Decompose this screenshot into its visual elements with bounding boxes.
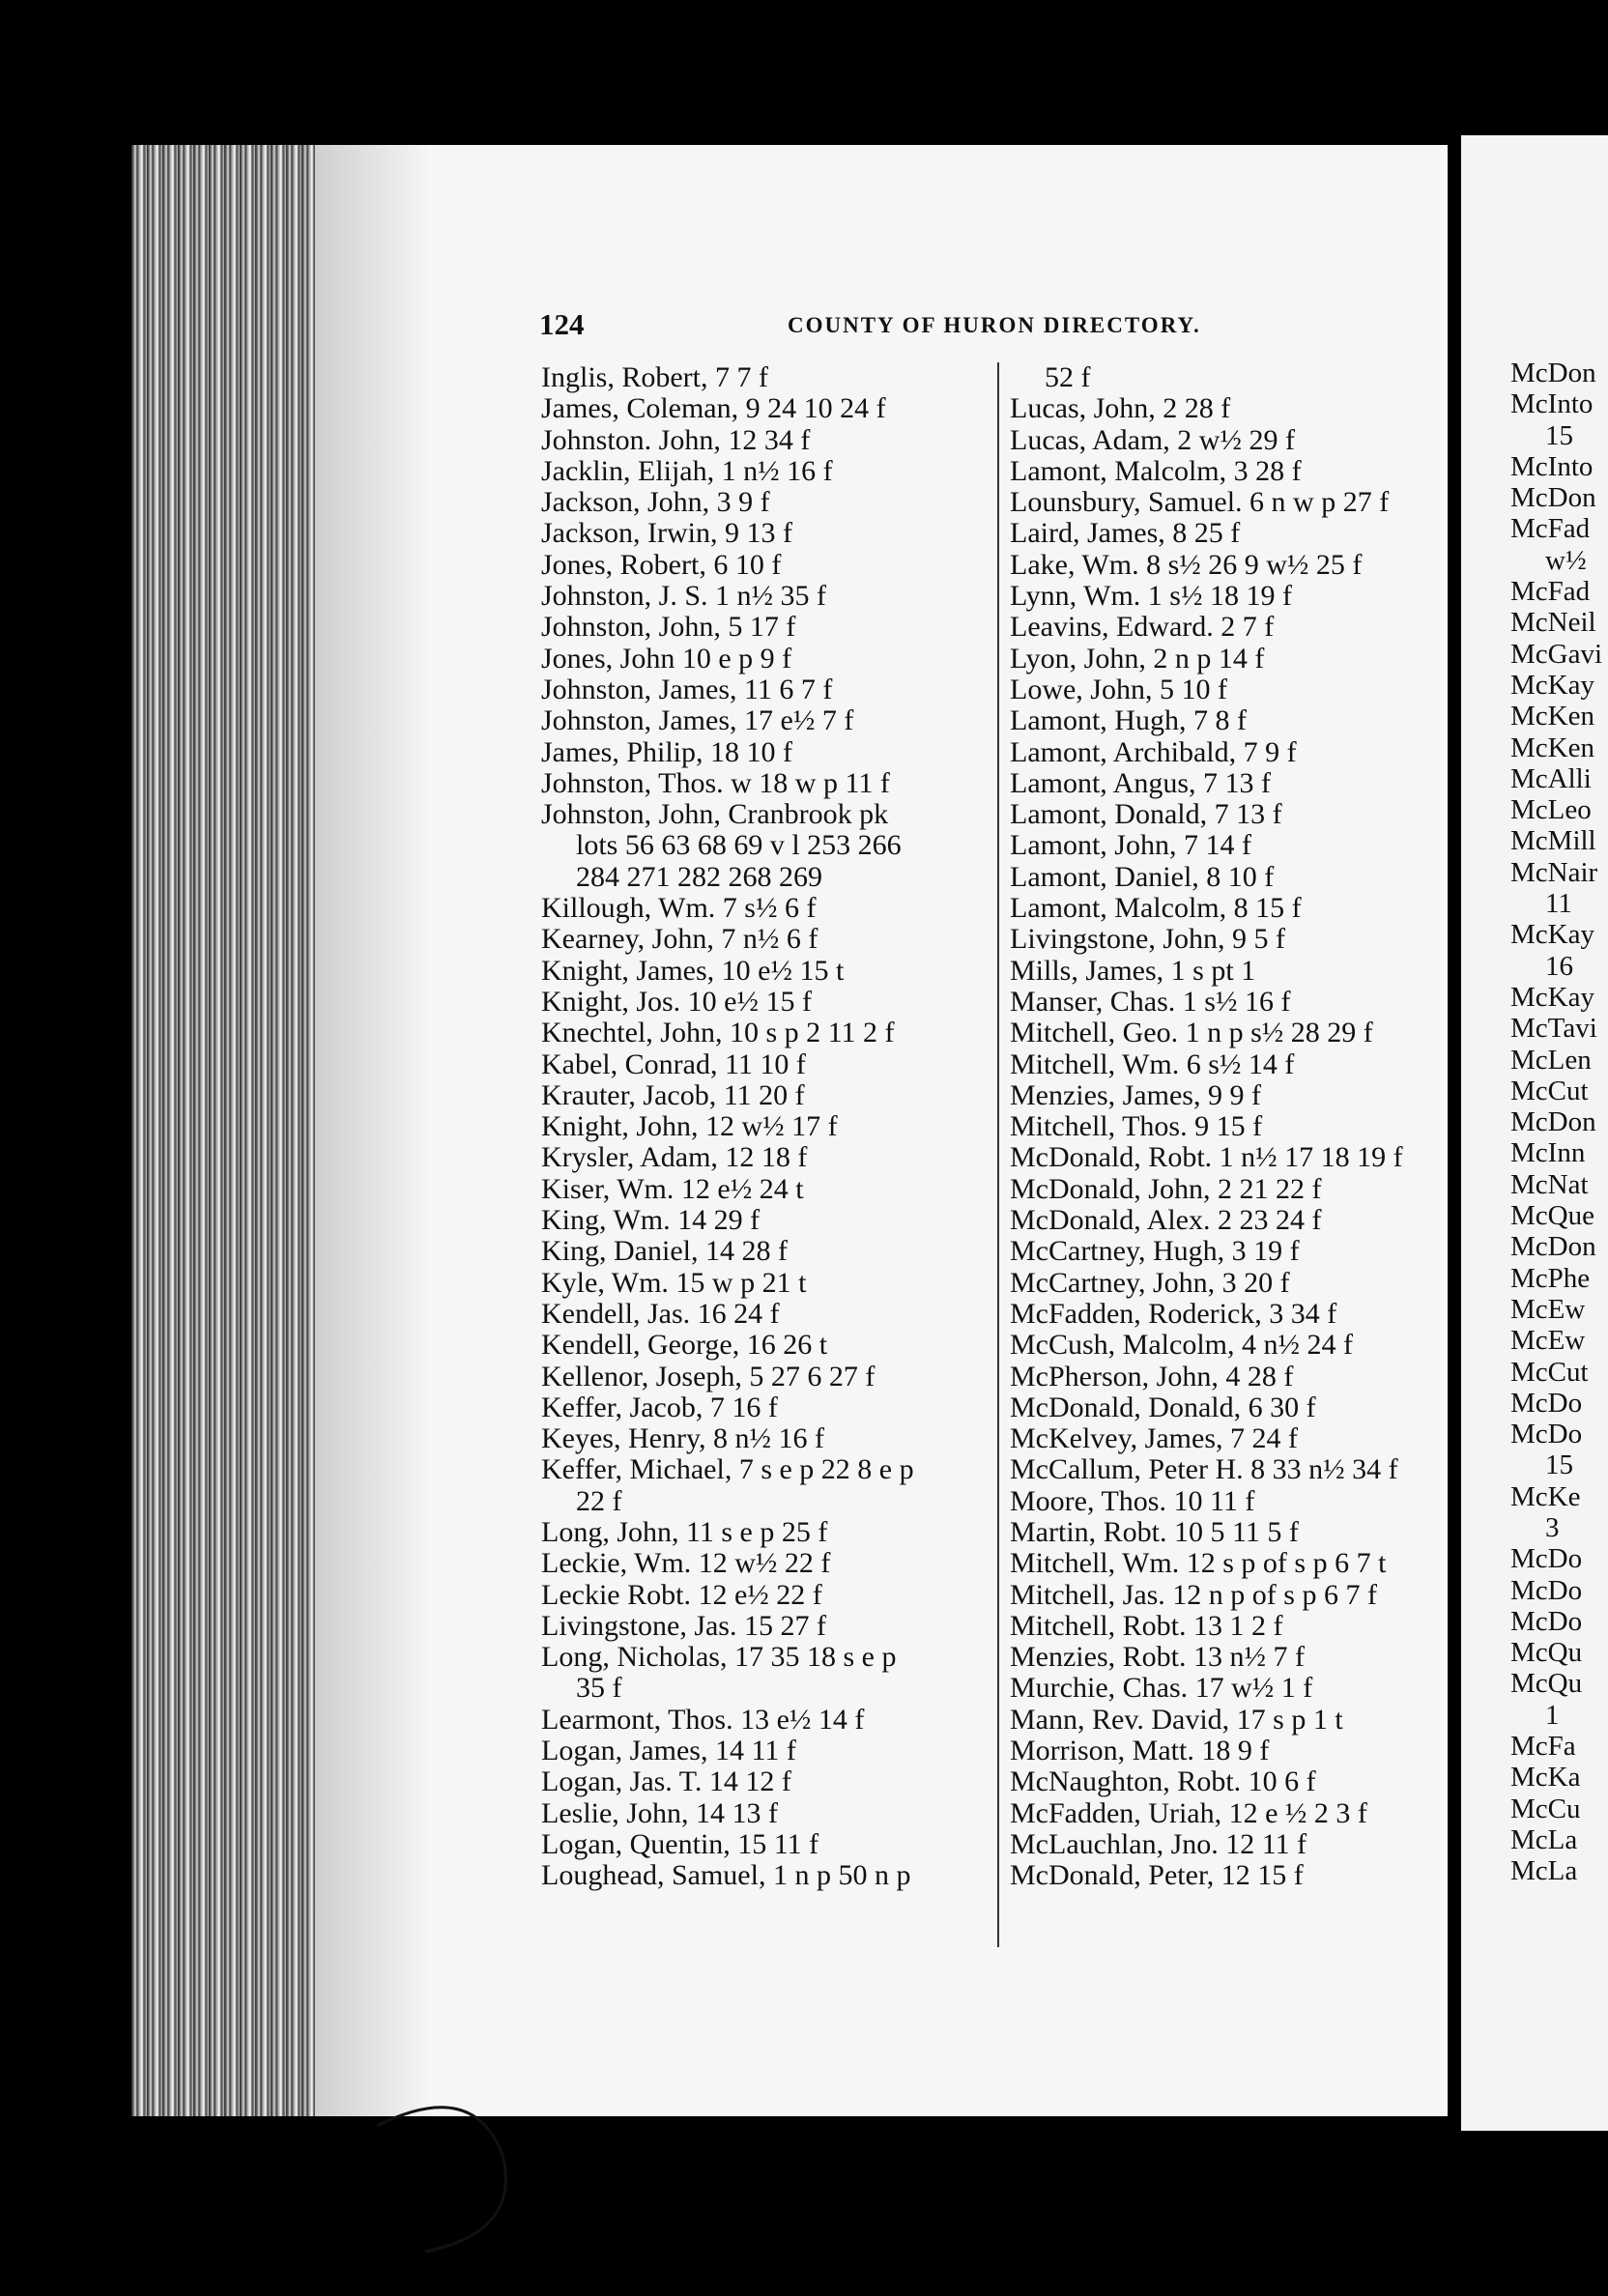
directory-entry: McDo	[1510, 1387, 1583, 1419]
directory-entry: Morrison, Matt. 18 9 f	[1010, 1735, 1270, 1767]
directory-entry: Leckie Robt. 12 e½ 22 f	[541, 1578, 822, 1611]
column-divider	[997, 362, 999, 1947]
directory-entry: Lyon, John, 2 n p 14 f	[1010, 642, 1265, 674]
directory-entry: McDo	[1510, 1543, 1583, 1575]
directory-entry: lots 56 63 68 69 v l 253 266	[576, 829, 902, 862]
directory-entry: Lamont, Angus, 7 13 f	[1010, 766, 1271, 799]
directory-entry: Jackson, Irwin, 9 13 f	[541, 517, 792, 550]
directory-entry: James, Philip, 18 10 f	[541, 735, 792, 768]
directory-entry: McPherson, John, 4 28 f	[1010, 1360, 1294, 1392]
directory-entry: McCartney, Hugh, 3 19 f	[1010, 1235, 1300, 1268]
directory-entry: McFadden, Roderick, 3 34 f	[1010, 1297, 1337, 1330]
directory-entry: 16	[1545, 950, 1573, 982]
directory-entry: Mitchell, Wm. 12 s p of s p 6 7 t	[1010, 1547, 1387, 1580]
directory-entry: Learmont, Thos. 13 e½ 14 f	[541, 1703, 865, 1736]
directory-entry: Knight, John, 12 w½ 17 f	[541, 1110, 838, 1143]
directory-entry: Jones, Robert, 6 10 f	[541, 548, 782, 581]
directory-entry: Johnston, Thos. w 18 w p 11 f	[541, 766, 890, 799]
directory-entry: Lamont, Malcolm, 3 28 f	[1010, 454, 1302, 487]
directory-entry: McLauchlan, Jno. 12 11 f	[1010, 1827, 1307, 1860]
directory-entry: Johnston, James, 11 6 7 f	[541, 673, 833, 705]
directory-entry: McDo	[1510, 1419, 1583, 1450]
directory-entry: McInn	[1510, 1137, 1586, 1169]
directory-entry: Lowe, John, 5 10 f	[1010, 673, 1227, 705]
directory-entry: Kiser, Wm. 12 e½ 24 t	[541, 1172, 804, 1205]
directory-entry: McKe	[1510, 1480, 1581, 1512]
directory-entry: McKay	[1510, 919, 1594, 951]
directory-entry: 1	[1545, 1699, 1560, 1731]
directory-entry: Kabel, Conrad, 11 10 f	[541, 1048, 806, 1080]
directory-entry: Manser, Chas. 1 s½ 16 f	[1010, 985, 1291, 1018]
directory-entry: Long, John, 11 s e p 25 f	[541, 1515, 828, 1548]
directory-entry: McDonald, Donald, 6 30 f	[1010, 1391, 1316, 1423]
directory-column-2	[1010, 362, 1469, 1892]
directory-entry: 3	[1545, 1511, 1560, 1543]
directory-entry: McNat	[1510, 1168, 1589, 1200]
directory-entry: McQu	[1510, 1668, 1583, 1700]
directory-entry: Kendell, Jas. 16 24 f	[541, 1297, 780, 1330]
directory-entry: McCut	[1510, 1075, 1589, 1106]
directory-entry: Leavins, Edward. 2 7 f	[1010, 611, 1275, 644]
directory-entry: Knechtel, John, 10 s p 2 11 2 f	[541, 1017, 895, 1049]
directory-entry: Johnston, James, 17 e½ 7 f	[541, 704, 854, 737]
directory-entry: King, Wm. 14 29 f	[541, 1204, 761, 1237]
directory-entry: McPhe	[1510, 1262, 1591, 1294]
directory-entry: Keffer, Jacob, 7 16 f	[541, 1391, 778, 1423]
directory-entry: Logan, Jas. T. 14 12 f	[541, 1765, 791, 1798]
directory-entry: McDonald, John, 2 21 22 f	[1010, 1172, 1322, 1205]
directory-entry: Menzies, James, 9 9 f	[1010, 1078, 1261, 1111]
running-head: COUNTY OF HURON DIRECTORY.	[788, 313, 1201, 337]
directory-entry: McDon	[1510, 1106, 1596, 1138]
directory-entry: Jackson, John, 3 9 f	[541, 486, 770, 519]
directory-entry: Lake, Wm. 8 s½ 26 9 w½ 25 f	[1010, 548, 1363, 581]
directory-entry: Johnston, John, Cranbrook pk	[541, 798, 889, 831]
directory-entry: Menzies, Robt. 13 n½ 7 f	[1010, 1641, 1305, 1674]
directory-entry: Krysler, Adam, 12 18 f	[541, 1141, 808, 1174]
directory-entry: Mitchell, Thos. 9 15 f	[1010, 1110, 1263, 1143]
directory-entry: McDonald, Peter, 12 15 f	[1010, 1859, 1304, 1892]
directory-entry: McNair	[1510, 856, 1598, 888]
directory-entry: Keffer, Michael, 7 s e p 22 8 e p	[541, 1453, 914, 1486]
directory-entry: McLa	[1510, 1823, 1578, 1855]
directory-column-3-partial	[1510, 358, 1608, 1887]
directory-entry: Kellenor, Joseph, 5 27 6 27 f	[541, 1360, 876, 1392]
directory-entry: McKen	[1510, 701, 1594, 732]
directory-entry: Leslie, John, 14 13 f	[541, 1796, 778, 1829]
directory-entry: Mitchell, Wm. 6 s½ 14 f	[1010, 1048, 1295, 1080]
directory-entry: Lucas, Adam, 2 w½ 29 f	[1010, 423, 1295, 456]
directory-entry: Jacklin, Elijah, 1 n½ 16 f	[541, 454, 833, 487]
directory-entry: Killough, Wm. 7 s½ 6 f	[541, 892, 817, 925]
directory-entry: Laird, James, 8 25 f	[1010, 517, 1241, 550]
directory-entry: McMill	[1510, 825, 1596, 857]
directory-entry: McLa	[1510, 1855, 1578, 1887]
directory-entry: McDonald, Robt. 1 n½ 17 18 19 f	[1010, 1141, 1403, 1174]
directory-entry: 284 271 282 268 269	[576, 860, 822, 893]
directory-entry: McAlli	[1510, 762, 1592, 794]
directory-entry: McLeo	[1510, 794, 1592, 826]
directory-entry: McInto	[1510, 450, 1594, 482]
directory-entry: 52 f	[1045, 361, 1091, 393]
directory-entry: Lounsbury, Samuel. 6 n w p 27 f	[1010, 486, 1390, 519]
directory-entry: King, Daniel, 14 28 f	[541, 1235, 788, 1268]
directory-entry: McCartney, John, 3 20 f	[1010, 1266, 1290, 1299]
directory-entry: McLen	[1510, 1044, 1592, 1076]
directory-entry: w½	[1545, 544, 1587, 576]
directory-entry: McInto	[1510, 388, 1594, 420]
directory-entry: Johnston, John, 5 17 f	[541, 611, 796, 644]
directory-entry: McFad	[1510, 513, 1591, 545]
directory-entry: Lamont, John, 7 14 f	[1010, 829, 1251, 862]
directory-entry: McDo	[1510, 1574, 1583, 1606]
directory-entry: McCut	[1510, 1356, 1589, 1388]
directory-entry: 15	[1545, 419, 1573, 451]
directory-entry: Jones, John 10 e p 9 f	[541, 642, 792, 674]
directory-entry: Loughead, Samuel, 1 n p 50 n p	[541, 1859, 911, 1892]
directory-entry: Mitchell, Geo. 1 n p s½ 28 29 f	[1010, 1017, 1373, 1049]
directory-entry: Leckie, Wm. 12 w½ 22 f	[541, 1547, 831, 1580]
directory-entry: Johnston, J. S. 1 n½ 35 f	[541, 580, 827, 613]
page-shadow	[315, 145, 431, 2116]
directory-entry: Kendell, George, 16 26 t	[541, 1329, 828, 1362]
directory-entry: Martin, Robt. 10 5 11 5 f	[1010, 1515, 1299, 1548]
directory-entry: Lamont, Archibald, 7 9 f	[1010, 735, 1297, 768]
directory-entry: McNaughton, Robt. 10 6 f	[1010, 1765, 1316, 1798]
directory-entry: Mills, James, 1 s pt 1	[1010, 954, 1256, 987]
directory-entry: Mitchell, Robt. 13 1 2 f	[1010, 1609, 1283, 1642]
directory-entry: 22 f	[576, 1484, 622, 1517]
directory-entry: Kyle, Wm. 15 w p 21 t	[541, 1266, 807, 1299]
directory-entry: McTavi	[1510, 1013, 1597, 1045]
directory-entry: Keyes, Henry, 8 n½ 16 f	[541, 1422, 824, 1455]
directory-entry: McDon	[1510, 358, 1596, 388]
directory-entry: McFa	[1510, 1731, 1576, 1763]
directory-entry: McDonald, Alex. 2 23 24 f	[1010, 1204, 1322, 1237]
directory-entry: Kearney, John, 7 n½ 6 f	[541, 923, 818, 956]
pencil-scribble	[367, 2087, 541, 2261]
directory-entry: McDo	[1510, 1605, 1583, 1637]
directory-entry: 11	[1545, 888, 1572, 920]
directory-entry: Inglis, Robert, 7 7 f	[541, 361, 768, 393]
directory-entry: Mann, Rev. David, 17 s p 1 t	[1010, 1703, 1343, 1736]
directory-entry: Moore, Thos. 10 11 f	[1010, 1484, 1255, 1517]
directory-entry: Murchie, Chas. 17 w½ 1 f	[1010, 1672, 1313, 1705]
directory-entry: Krauter, Jacob, 11 20 f	[541, 1078, 805, 1111]
page-header	[406, 307, 1276, 352]
directory-entry: Lamont, Daniel, 8 10 f	[1010, 860, 1275, 893]
directory-entry: McQu	[1510, 1637, 1583, 1669]
directory-entry: Knight, James, 10 e½ 15 t	[541, 954, 845, 987]
directory-entry: McDon	[1510, 482, 1596, 514]
directory-entry: McKelvey, James, 7 24 f	[1010, 1422, 1298, 1455]
directory-entry: McEw	[1510, 1293, 1586, 1325]
directory-entry: 35 f	[576, 1672, 622, 1705]
directory-entry: McNeil	[1510, 607, 1596, 639]
directory-entry: McQue	[1510, 1200, 1594, 1232]
directory-entry: McFad	[1510, 576, 1591, 608]
directory-entry: Johnston. John, 12 34 f	[541, 423, 811, 456]
directory-entry: Lynn, Wm. 1 s½ 18 19 f	[1010, 580, 1292, 613]
directory-entry: Lamont, Donald, 7 13 f	[1010, 798, 1282, 831]
directory-entry: Long, Nicholas, 17 35 18 s e p	[541, 1641, 897, 1674]
directory-entry: McFadden, Uriah, 12 e ½ 2 3 f	[1010, 1796, 1367, 1829]
directory-entry: Lucas, John, 2 28 f	[1010, 392, 1231, 425]
directory-entry: Lamont, Hugh, 7 8 f	[1010, 704, 1247, 737]
page-number: 124	[539, 307, 585, 341]
directory-entry: McCallum, Peter H. 8 33 n½ 34 f	[1010, 1453, 1398, 1486]
directory-entry: Lamont, Malcolm, 8 15 f	[1010, 892, 1302, 925]
directory-entry: Knight, Jos. 10 e½ 15 f	[541, 985, 812, 1018]
directory-column-1	[541, 362, 995, 1892]
directory-entry: McKa	[1510, 1762, 1581, 1794]
directory-entry: Mitchell, Jas. 12 n p of s p 6 7 f	[1010, 1578, 1377, 1611]
directory-entry: Livingstone, Jas. 15 27 f	[541, 1609, 826, 1642]
directory-entry: Livingstone, John, 9 5 f	[1010, 923, 1285, 956]
directory-entry: McCu	[1510, 1793, 1581, 1824]
directory-entry: Logan, Quentin, 15 11 f	[541, 1827, 819, 1860]
directory-entry: McEw	[1510, 1325, 1586, 1357]
directory-entry: McDon	[1510, 1231, 1596, 1263]
directory-entry: James, Coleman, 9 24 10 24 f	[541, 392, 886, 425]
directory-entry: McKay	[1510, 981, 1594, 1013]
directory-entry: 15	[1545, 1449, 1573, 1481]
directory-entry: McCush, Malcolm, 4 n½ 24 f	[1010, 1329, 1353, 1362]
directory-entry: McGavi	[1510, 638, 1603, 670]
book-spine-edge	[131, 145, 315, 2116]
directory-entry: McKen	[1510, 732, 1594, 763]
directory-entry: Logan, James, 14 11 f	[541, 1735, 796, 1767]
directory-entry: McKay	[1510, 669, 1594, 701]
